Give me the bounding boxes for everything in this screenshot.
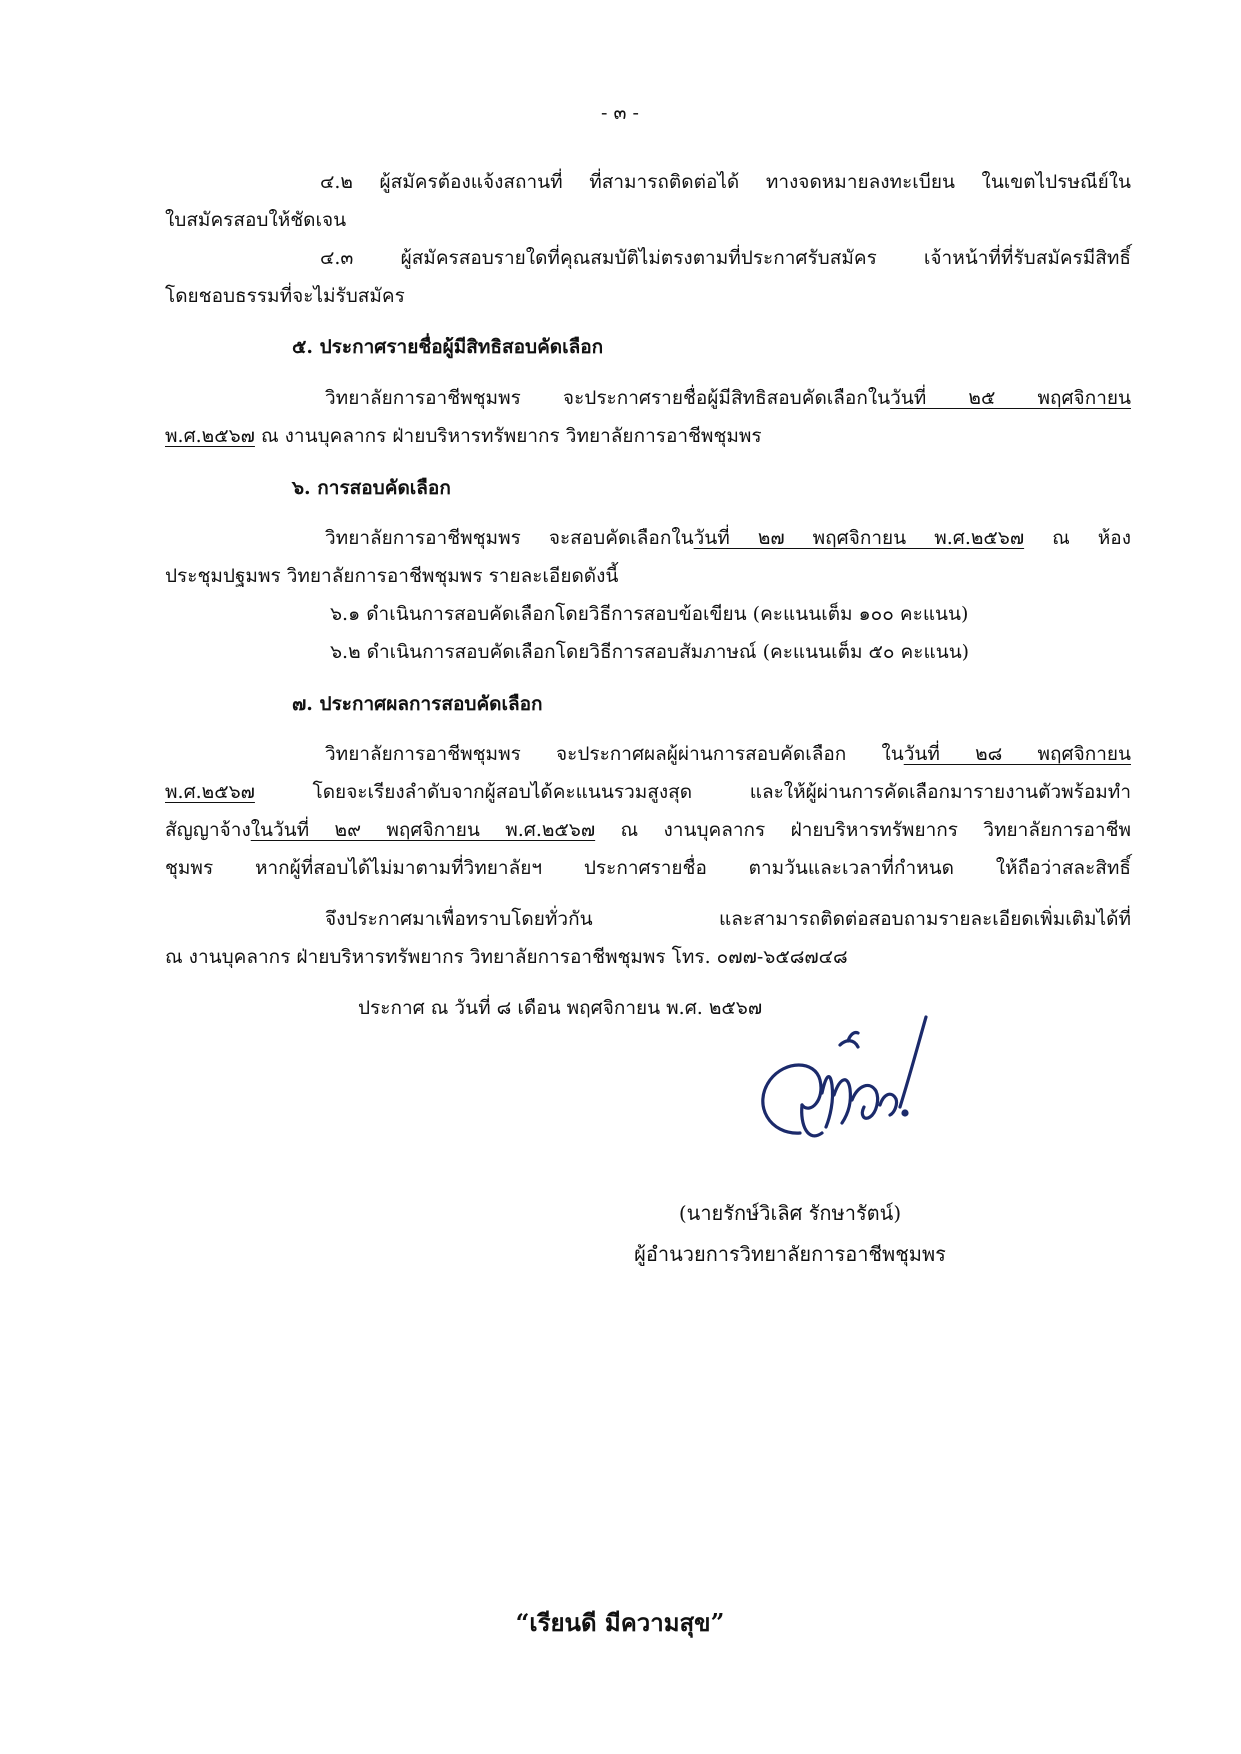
section-5-line-1-text: วิทยาลัยการอาชีพชุมพร จะประกาศรายชื่อผู้มีสิทธิสอบคัดเลือกใน xyxy=(325,387,891,409)
item-4-3-line-2: โดยชอบธรรมที่จะไม่รับสมัคร xyxy=(165,285,405,307)
announce-date: ประกาศ ณ วันที่ ๘ เดือน พฤศจิกายน พ.ศ. ๒๕๖๗ xyxy=(358,997,763,1019)
section-5-line-2-text: ณ งานบุคลากร ฝ่ายบริหารทรัพยากร วิทยาลัยการอาชีพชุมพร xyxy=(254,425,762,447)
section-7-line-4: ชุมพร หากผู้ที่สอบได้ไม่มาตามที่วิทยาลัยฯ ประกาศรายชื่อ ตามวันและเวลาที่กำหนด ให้ถือว่าสละสิทธิ์ xyxy=(165,857,1131,879)
section-5-line-1 xyxy=(325,384,1131,412)
section-6-line-1 xyxy=(325,524,1131,552)
section-7-line-3 xyxy=(165,816,1131,844)
page-number: - ๓ - xyxy=(601,102,639,124)
item-4-3-line-1: ๔.๓ ผู้สมัครสอบรายใดที่คุณสมบัติไม่ตรงตามที่ประกาศรับสมัคร เจ้าหน้าที่ที่รับสมัครมีสิทธิ์ xyxy=(320,247,1131,269)
section-6-line-2: ประชุมปฐมพร วิทยาลัยการอาชีพชุมพร รายละเอียดดังนี้ xyxy=(165,565,619,587)
section-6-line-1-tail: ณ ห้อง xyxy=(1024,527,1131,549)
signature-image xyxy=(730,1005,950,1155)
section-7-line-2-text: โดยจะเรียงลำดับจากผู้สอบได้คะแนนรวมสูงสุด และให้ผู้ผ่านการคัดเลือกมารายงานตัวพร้อมทำ xyxy=(254,781,1131,803)
closing-line-2: ณ งานบุคลากร ฝ่ายบริหารทรัพยากร วิทยาลัยการอาชีพชุมพร โทร. ๐๗๗-๖๕๘๗๔๘ xyxy=(165,946,848,968)
signer-name: (นายรักษ์วิเลิศ รักษารัตน์) xyxy=(678,1201,902,1225)
section-6-line-1-text: วิทยาลัยการอาชีพชุมพร จะสอบคัดเลือกใน xyxy=(325,527,694,549)
section-7-date: วันที่ ๒๘ พฤศจิกายน xyxy=(903,743,1131,765)
section-7-line-3-tail: ณ งานบุคลากร ฝ่ายบริหารทรัพยากร วิทยาลัยการอาชีพ xyxy=(595,819,1131,841)
section-7-year: พ.ศ.๒๕๖๗ xyxy=(165,781,255,803)
section-5-date: วันที่ ๒๕ พฤศจิกายน xyxy=(890,387,1131,409)
item-6-1: ๖.๑ ดำเนินการสอบคัดเลือกโดยวิธีการสอบข้อเขียน (คะแนนเต็ม ๑๐๐ คะแนน) xyxy=(330,603,969,625)
signer-position: ผู้อำนวยการวิทยาลัยการอาชีพชุมพร xyxy=(634,1242,946,1266)
section-7-heading: ๗. ประกาศผลการสอบคัดเลือก xyxy=(292,693,543,715)
item-6-2: ๖.๒ ดำเนินการสอบคัดเลือกโดยวิธีการสอบสัมภาษณ์ (คะแนนเต็ม ๕๐ คะแนน) xyxy=(330,641,970,663)
section-5-heading: ๕. ประกาศรายชื่อผู้มีสิทธิสอบคัดเลือก xyxy=(292,336,604,358)
section-7-line-1-text: วิทยาลัยการอาชีพชุมพร จะประกาศผลผู้ผ่านการสอบคัดเลือก ใน xyxy=(325,743,904,765)
section-7-report-date: ในวันที่ ๒๙ พฤศจิกายน พ.ศ.๒๕๖๗ xyxy=(250,819,596,841)
footer-motto: “เรียนดี มีความสุข” xyxy=(515,1608,725,1637)
section-6-date: วันที่ ๒๗ พฤศจิกายน พ.ศ.๒๕๖๗ xyxy=(693,527,1025,549)
section-7-line-1 xyxy=(325,740,1131,768)
section-7-line-2 xyxy=(165,778,1131,806)
section-5-year: พ.ศ.๒๕๖๗ xyxy=(165,425,255,447)
section-6-heading: ๖. การสอบคัดเลือก xyxy=(292,477,451,499)
item-4-2-line-1: ๔.๒ ผู้สมัครต้องแจ้งสถานที่ ที่สามารถติดต่อได้ ทางจดหมายลงทะเบียน ในเขตไปรษณีย์ใน xyxy=(320,171,1131,193)
section-5-line-2 xyxy=(165,422,762,450)
item-4-2-line-2: ใบสมัครสอบให้ชัดเจน xyxy=(165,209,347,231)
closing-line-1: จึงประกาศมาเพื่อทราบโดยทั่วกัน และสามารถติดต่อสอบถามรายละเอียดเพิ่มเติมได้ที่ xyxy=(325,908,1131,930)
section-7-line-3-text: สัญญาจ้าง xyxy=(165,819,251,841)
